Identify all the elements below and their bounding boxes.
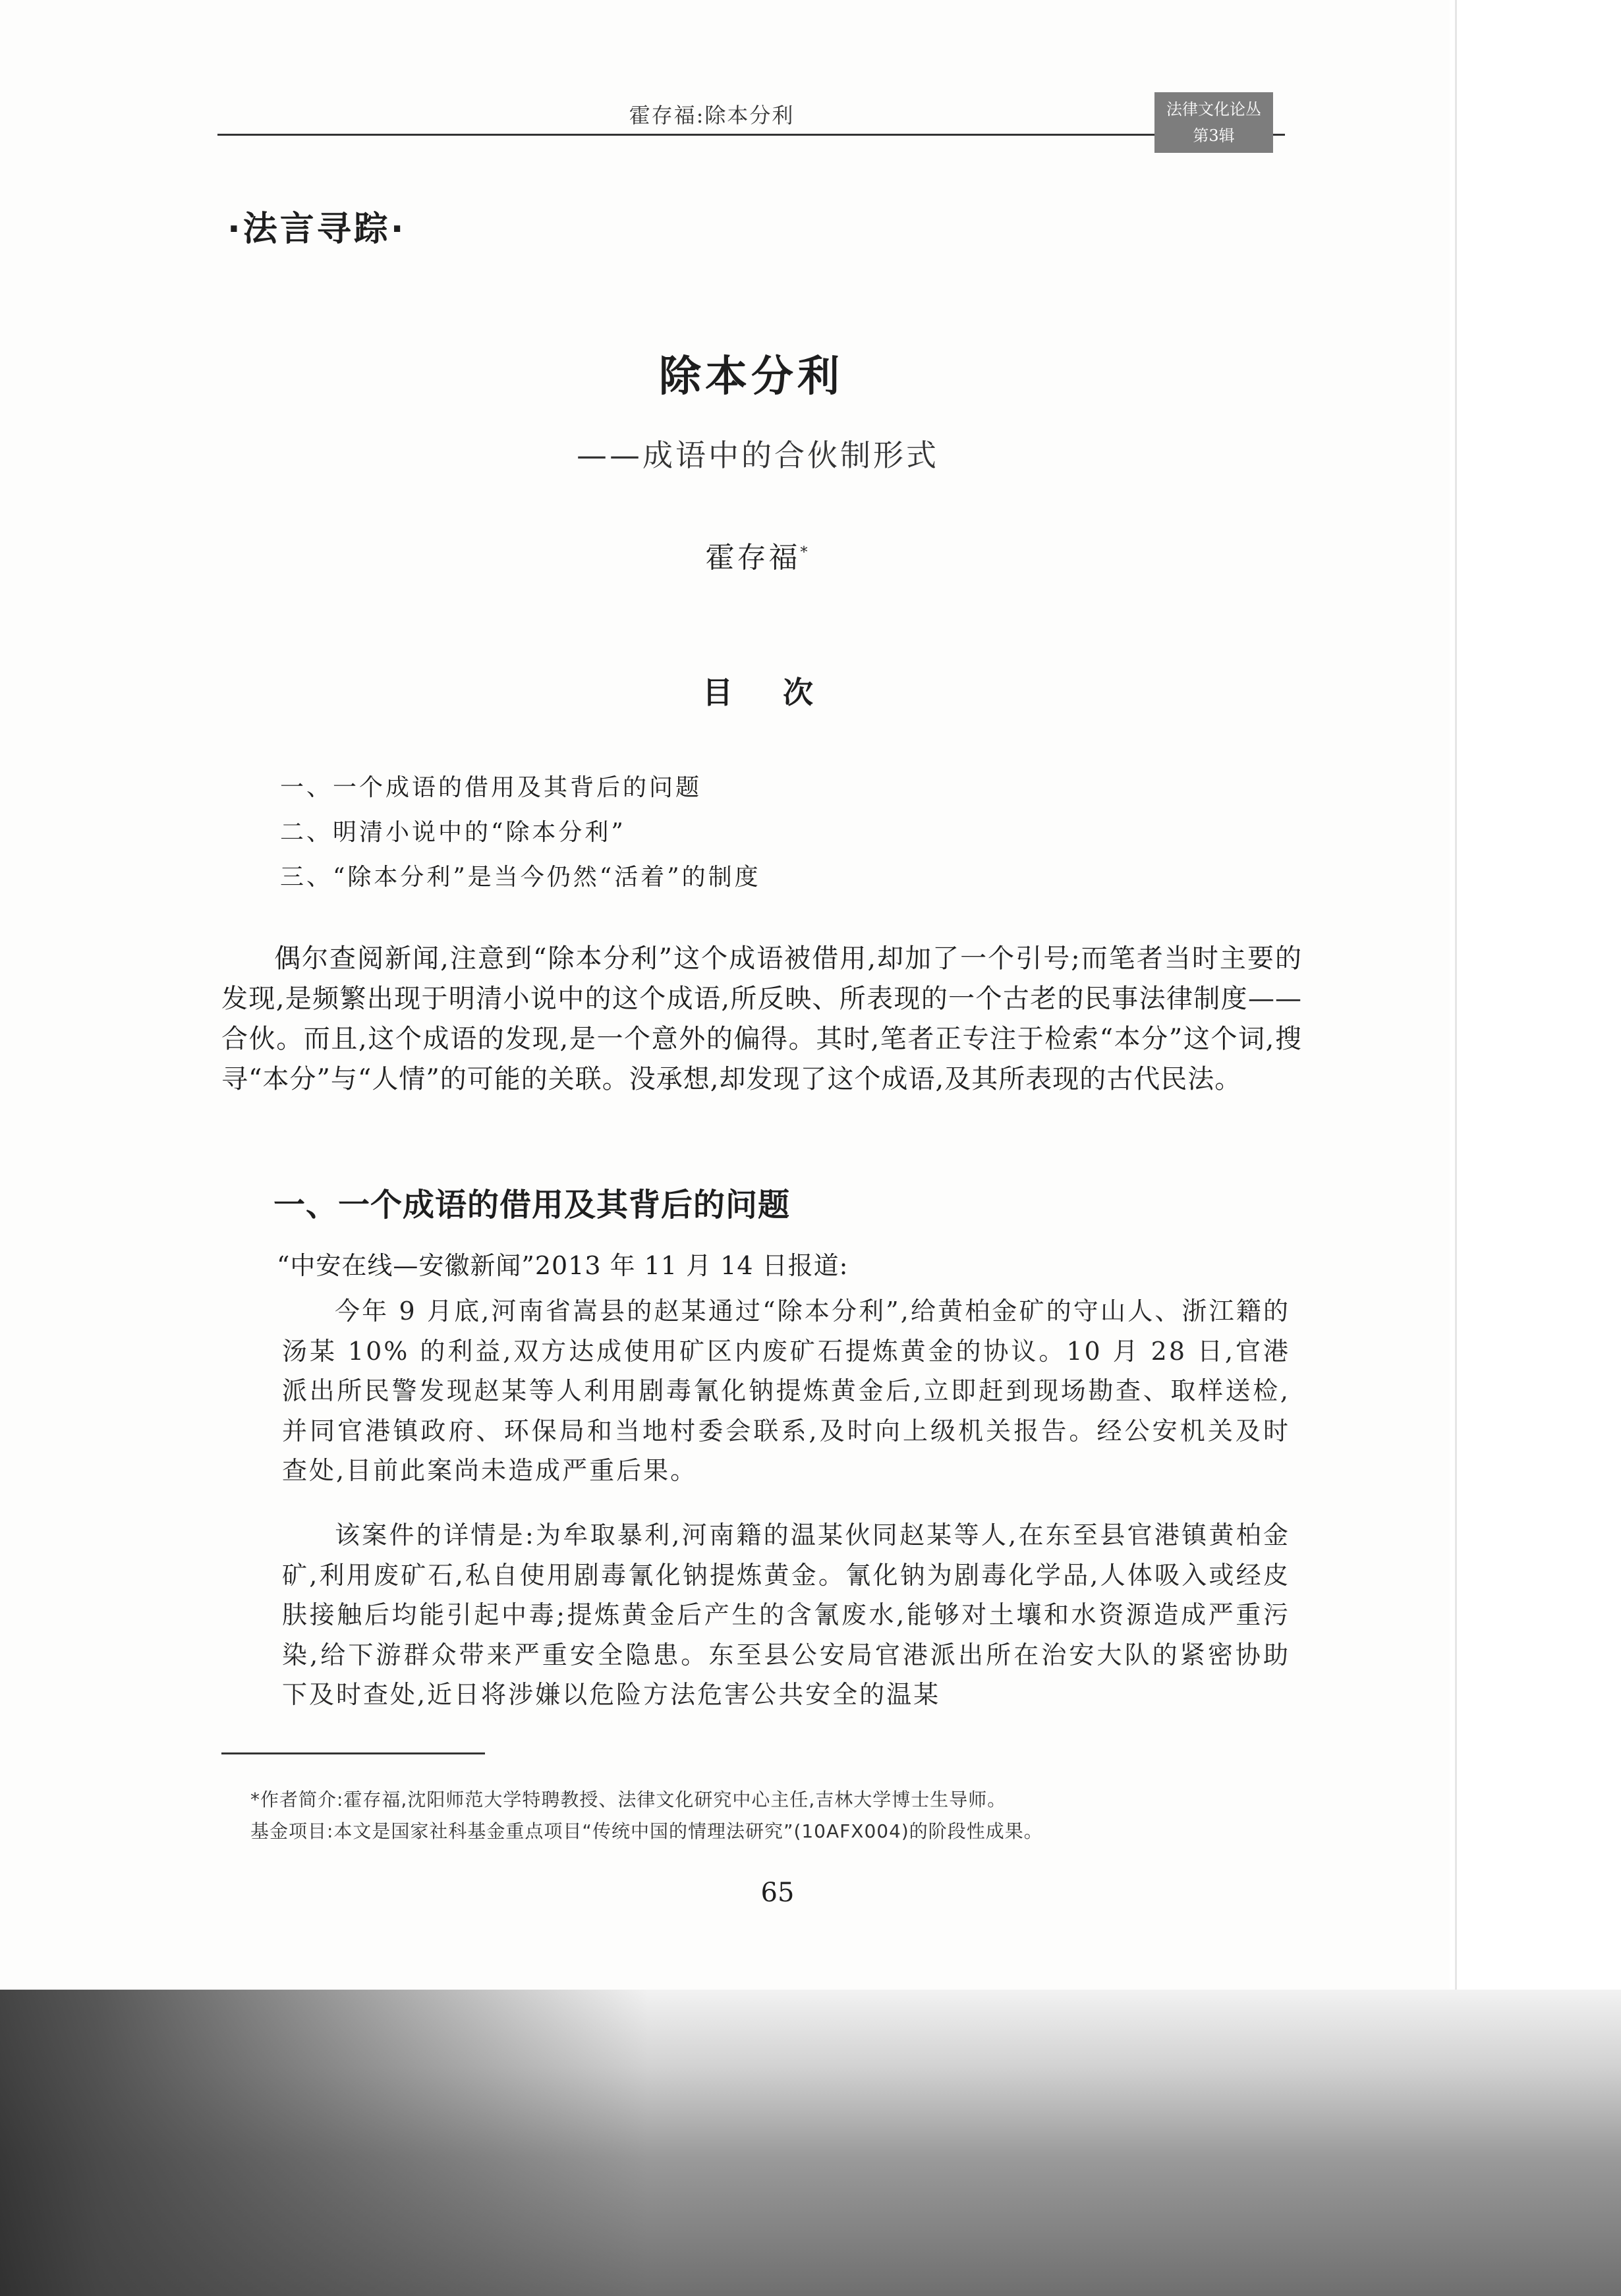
series-badge: [1154, 92, 1273, 153]
intro-paragraph: 偶尔查阅新闻,注意到“除本分利”这个成语被借用,却加了一个引号;而笔者当时主要的发现,是频繁出现于明清小说中的这个成语,所反映、所表现的一个古老的民事法律制度——合伙。而且,这个成语的发现,是一个意外的偏得。其时,笔者正专注于检索“本分”这个词,搜寻“本分”与“人情”的可能的关联。没承想,却发现了这个成语,及其所表现的古代民法。: [221, 943, 1302, 1094]
footnote-rule: [221, 1752, 485, 1754]
author-name: 霍存福: [705, 541, 801, 574]
footnote-author: *作者简介:霍存福,沈阳师范大学特聘教授、法律文化研究中心主任,吉林大学博士生导师。: [250, 1789, 1007, 1810]
article-title: 除本分利: [659, 352, 843, 401]
article-subtitle: ——成语中的合伙制形式: [577, 437, 939, 473]
section-heading: 一、一个成语的借用及其背后的问题: [273, 1187, 791, 1223]
scanner-shadow: [0, 1990, 1621, 2296]
footnote-funding: 基金项目:本文是国家社科基金重点项目“传统中国的情理法研究”(10AFX004)的阶段性成果。: [250, 1820, 1043, 1842]
author-footnote-mark: *: [800, 544, 810, 561]
page-number: 65: [760, 1878, 795, 1908]
series-volume: 第3辑: [1193, 126, 1235, 145]
toc-item: 二、明清小说中的“除本分利”: [280, 819, 626, 846]
running-header-title: 霍存福:除本分利: [629, 103, 795, 128]
header-rule: [217, 134, 1285, 136]
news-source-line: “中安在线—安徽新闻”2013 年 11 月 14 日报道:: [277, 1251, 849, 1280]
table-of-contents: [280, 766, 761, 900]
toc-heading: 目 次: [702, 675, 813, 710]
series-name: 法律文化论丛: [1166, 100, 1261, 119]
quoted-news-paragraph: 该案件的详情是:为牟取暴利,河南籍的温某伙同赵某等人,在东至县官港镇黄柏金矿,利用废矿石,私自使用剧毒氰化钠提炼黄金。氰化钠为剧毒化学品,人体吸入或经皮肤接触后均能引起中毒;提炼黄金后产生的含氰废水,能够对土壤和水资源造成严重污染,给下游群众带来严重安全隐患。东至县公安局官港派出所在治安大队的紧密协助下及时查处,近日将涉嫌以危险方法危害公共安全的温某: [282, 1521, 1290, 1709]
toc-item: 一、一个成语的借用及其背后的问题: [280, 774, 702, 801]
page-right-margin: [1450, 0, 1621, 2003]
column-label: ·法言寻踪·: [227, 210, 407, 249]
article-author: [659, 534, 857, 576]
page-edge-line: [1455, 0, 1457, 1990]
quoted-news-paragraph: 今年 9 月底,河南省嵩县的赵某通过“除本分利”,给黄柏金矿的守山人、浙江籍的汤某 10% 的利益,双方达成使用矿区内废矿石提炼黄金的协议。10 月 28 日,官港派出所民警发现赵某等人利用剧毒氰化钠提炼黄金后,立即赶到现场勘查、取样送检,并同官港镇政府、环保局和当地村委会联系,及时向上级机关报告。经公安机关及时查处,目前此案尚未造成严重后果。: [282, 1297, 1290, 1485]
toc-item: 三、“除本分利”是当今仍然“活着”的制度: [280, 864, 761, 891]
